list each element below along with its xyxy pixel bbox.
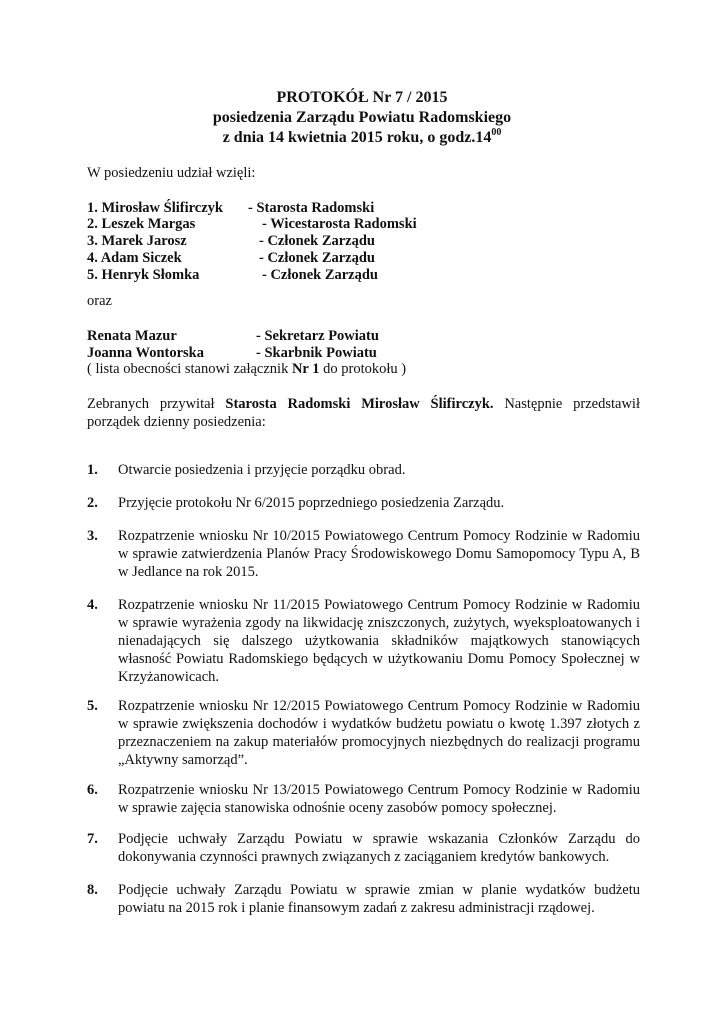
member-role: - Członek Zarządu [259,233,375,249]
starosta-name: Starosta Radomski Mirosław Ślifirczyk. [225,396,494,412]
agenda-item: Rozpatrzenie wniosku Nr 12/2015 Powiatowego Centrum Pomocy Rodzinie w Radomiu w sprawie zwiększenia dochodów i wydatków budżetu powiatu o kwotę 1.397 złotych z przeznaczeniem na zakup materiałów promocyjnych niezbędnych do realizacji programu „Aktywny samorząd”. [118,698,640,768]
agenda-number: 1. [87,462,98,478]
other-name: Joanna Wontorska [87,345,204,361]
member-name: 2. Leszek Margas [87,216,196,232]
agenda-item: Rozpatrzenie wniosku Nr 10/2015 Powiatowego Centrum Pomocy Rodzinie w Radomiu w sprawie zatwierdzenia Planów Pracy Środowiskowego Domu Samopomocy Typu A, B w Jedlance na rok 2015. [118,528,640,580]
oraz-text: oraz [87,293,112,309]
member-name: 1. Mirosław Ślifirczyk [87,200,223,216]
agenda-number: 8. [87,882,98,898]
member-role: - Członek Zarządu [259,250,375,266]
agenda-number: 5. [87,698,98,714]
meeting-time-minutes: 00 [491,126,502,138]
attachment-number: Nr 1 [291,361,320,377]
attendance-note [87,360,406,378]
member-name: 3. Marek Jarosz [87,233,187,249]
member-name: 4. Adam Siczek [87,250,182,266]
agenda-number: 6. [87,782,98,798]
member-role: - Starosta Radomski [248,200,375,216]
welcome-text: Następnie przedstawił porządek dzienny posiedzenia: [87,396,640,430]
member-role: - Członek Zarządu [262,267,378,283]
other-role: - Skarbnik Powiatu [256,345,377,361]
attendance-intro: W posiedzeniu udział wzięli: [87,165,256,181]
welcome-text: Zebranych przywitał [87,396,226,412]
agenda-item: Otwarcie posiedzenia i przyjęcie porządku obrad. [118,462,406,478]
welcome-paragraph [87,395,640,431]
agenda-item: Podjęcie uchwały Zarządu Powiatu w sprawie wskazania Członków Zarządu do dokonywania czynności prawnych związanych z zaciąganiem kredytów bankowych. [118,831,640,865]
agenda-number: 7. [87,831,98,847]
protocol-title: PROTOKÓŁ Nr 7 / 2015 [276,89,448,106]
agenda-item: Rozpatrzenie wniosku Nr 11/2015 Powiatowego Centrum Pomocy Rodzinie w Radomiu w sprawie wyrażenia zgody na likwidację zniszczonych, zużytych, wyeksploatowanych i nienadających się dalszego użytkowania składników majątkowych stanowiących własność Powiatu Radomskiego będących w użytkowaniu Domu Pomocy Społecznej w Krzyżanowicach. [118,597,640,685]
member-role: - Wicestarosta Radomski [262,216,417,232]
meeting-subtitle: posiedzenia Zarządu Powiatu Radomskiego [212,109,512,126]
agenda-number: 2. [87,495,98,511]
attendance-note-text: do protokołu ) [319,361,407,377]
other-name: Renata Mazur [87,328,177,344]
agenda-number: 4. [87,597,98,613]
agenda-number: 3. [87,528,98,544]
other-role: - Sekretarz Powiatu [256,328,379,344]
agenda-item: Podjęcie uchwały Zarządu Powiatu w sprawie zmian w planie wydatków budżetu powiatu na 2015 rok i planie finansowym zadań z zakresu administracji rządowej. [118,882,640,916]
agenda-item: Rozpatrzenie wniosku Nr 13/2015 Powiatowego Centrum Pomocy Rodzinie w Radomiu w sprawie zajęcia stanowiska odnośnie oceny zasobów pomocy społecznej. [118,782,640,816]
member-name: 5. Henryk Słomka [87,267,200,283]
attendance-note-text: ( lista obecności stanowi załącznik [87,361,292,377]
meeting-date-text: z dnia 14 kwietnia 2015 roku, o godz.14 [222,129,492,146]
agenda-item: Przyjęcie protokołu Nr 6/2015 poprzedniego posiedzenia Zarządu. [118,495,505,511]
meeting-date [0,128,724,148]
